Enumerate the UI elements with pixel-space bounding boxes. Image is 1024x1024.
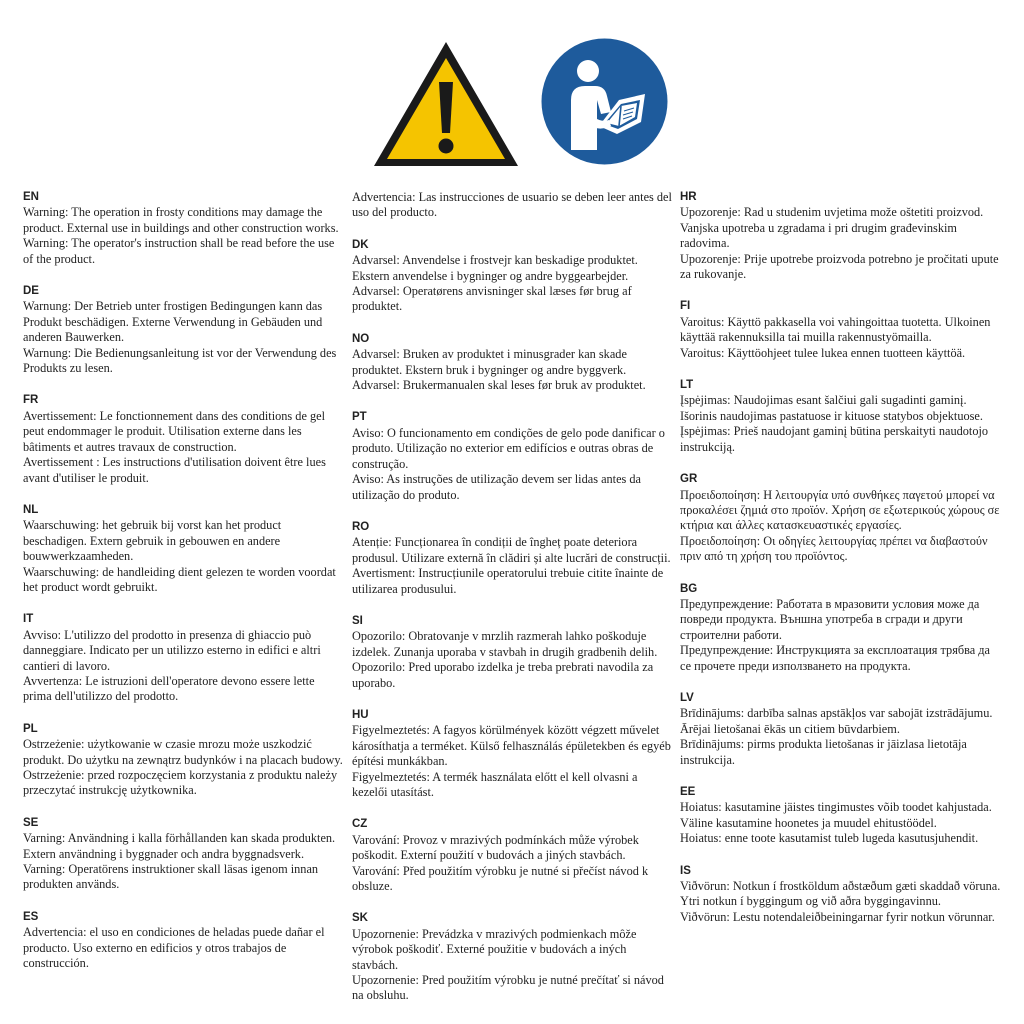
warning-text: Ostrzeżenie: przed rozpoczęciem korzystania z produktu należy przeczytać instrukcję użytkownika. (23, 768, 338, 798)
warning-text: Avertissement: Le fonctionnement dans des conditions de gel peut endommager le produit. Utilisation externe dans les bâtiments et autres travaux de construction. (23, 408, 325, 454)
language-code: BG (680, 582, 698, 595)
language-code: EE (680, 786, 696, 798)
language-block-bg (680, 582, 1002, 674)
warning-text: Warnung: Die Bedienungsanleitung ist vor der Verwendung des Produkts zu lesen. (23, 345, 337, 376)
warning-text: Advertencia: Las instrucciones de usuario se deben leer antes del uso del producto. (352, 190, 672, 220)
warning-text: Varoitus: Käyttöohjeet tulee lukea ennen tuotteen käyttöä. (680, 345, 966, 360)
warning-text: Προειδοποίηση: Οι οδηγίες λειτουργίας πρέπει να διαβαστούν πριν από τη χρήση του προϊόντος. (680, 533, 988, 564)
language-block-is (680, 864, 1002, 926)
warning-text: Figyelmeztetés: A fagyos körülmények között végzett művelet károsíthatja a terméket. Külső felhasználás épületekben és egyéb építési munkákban. (352, 723, 671, 769)
language-code: NL (23, 503, 39, 516)
warning-text: Viðvörun: Notkun í frostköldum aðstæðum gæti skaddað vöruna. Ytri notkun í byggingum og við aðra byggingavinnu. (680, 879, 1001, 909)
read-manual-icon (541, 38, 668, 165)
warning-text: Aviso: As instruções de utilização devem ser lidas antes da utilização do produto. (352, 472, 642, 502)
warning-text: Προειδοποίηση: Η λειτουργία υπό συνθήκες παγετού μπορεί να προκαλέσει ζημιά στο προϊόν. Χρήση σε εξωτερικούς χώρους σε κτήρια και άλλες κατασκευαστικές εργασίες. (680, 487, 1000, 533)
language-block-fr (23, 393, 345, 485)
warning-text: Upozornenie: Pred použitím výrobku je nutné prečítať si návod na obsluhu. (352, 973, 664, 1003)
warning-text: Avvertenza: Le istruzioni dell'operatore devono essere lette prima dell'utilizzo del prodotto. (23, 673, 315, 704)
warning-text: Warnung: Der Betrieb unter frostigen Bedingungen kann das Produkt beschädigen. Externe Verwendung in Gebäuden und anderen Bauwerken. (23, 299, 323, 345)
language-code: PL (23, 722, 38, 735)
warning-text: Varování: Před použitím výrobku je nutné si přečíst návod k obsluze. (352, 863, 649, 894)
language-block-sk (352, 911, 674, 1003)
warning-text: Figyelmeztetés: A termék használata előtt el kell olvasni a kezelői utasítást. (352, 769, 638, 799)
warning-text: Įspėjimas: Naudojimas esant šalčiui gali sugadinti gaminį. Išorinis naudojimas pastatuose ir kituose statybos objektuose. (680, 393, 983, 423)
language-block-gr (680, 472, 1002, 564)
language-block-continued (352, 190, 674, 221)
warning-text: Avviso: L'utilizzo del prodotto in presenza di ghiaccio può danneggiare. Indicato per un utilizzo esterno in edifici e altri cantieri di lavoro. (23, 627, 321, 673)
warning-triangle-icon (370, 38, 522, 170)
warning-text: Avertisment: Instrucțiunile operatorului trebuie citite înainte de utilizarea produsului. (352, 566, 664, 596)
language-code: HR (680, 191, 697, 203)
warning-text: Waarschuwing: de handleiding dient gelezen te worden voordat het product wordt gebruikt. (23, 564, 336, 594)
column-3 (680, 190, 1002, 942)
language-block-de (23, 284, 345, 376)
warning-text: Aviso: O funcionamento em condições de gelo pode danificar o produto. Utilização no exterior em edifícios e outras obras de construção. (352, 425, 665, 471)
column-1 (23, 190, 345, 988)
language-code: NO (352, 332, 370, 345)
column-2 (352, 190, 674, 1021)
warning-text: Brīdinājums: pirms produkta lietošanas ir jāizlasa lietotāja instrukcija. (680, 737, 967, 767)
warning-text: Warning: The operation in frosty conditions may damage the product. External use in buildings and other construction works. (23, 205, 339, 235)
language-block-hr (680, 190, 1002, 282)
language-code: SE (23, 816, 39, 829)
warning-text: Advarsel: Operatørens anvisninger skal læses før brug af produktet. (352, 284, 632, 314)
warning-text: Ostrzeżenie: użytkowanie w czasie mrozu może uszkodzić produkt. Do użytku na zewnątrz budynków i na placach budowy. (23, 737, 343, 767)
warning-text: Opozorilo: Pred uporabo izdelka je treba prebrati navodila za uporabo. (352, 660, 654, 690)
language-code: CZ (352, 818, 368, 831)
warning-text: Varování: Provoz v mrazivých podmínkách může výrobek poškodit. Externí použití v budovách a jiných stavbách. (352, 832, 639, 863)
warning-text: Warning: The operator's instruction shall be read before the use of the product. (23, 236, 335, 266)
warning-text: Hoiatus: kasutamine jäistes tingimustes võib toodet kahjustada. Väline kasutamine hoonetes ja muudel ehitustöödel. (680, 800, 992, 830)
warning-text: Waarschuwing: het gebruik bij vorst kan het product beschadigen. Extern gebruik in gebouwen en andere bouwwerkzaamheden. (23, 518, 282, 564)
warning-text: Предупреждение: Работата в мразовити условия може да повреди продукта. Външна употреба в сгради и други строителни работи. (680, 596, 980, 642)
language-block-dk (352, 238, 674, 315)
warning-text: Varning: Användning i kalla förhållanden kan skada produkten. Extern användning i byggnader och andra byggnadsverk. (23, 831, 336, 861)
language-block-nl (23, 503, 345, 595)
warning-text: Upozornenie: Prevádzka v mrazivých podmienkach môže výrobok poškodiť. Externé použitie v budovách a iných stavbách. (352, 926, 637, 972)
warning-text: Viðvörun: Lestu notendaleiðbeiningarnar fyrir notkun vörunnar. (680, 909, 995, 924)
language-code: SK (352, 912, 368, 925)
warning-text: Предупреждение: Инструкцията за експлоатация трябва да се прочете преди използването на продукта. (680, 643, 990, 673)
warning-text: Atenție: Funcționarea în condiții de îngheț poate deteriora produsul. Utilizare externă în clădiri și alte lucrări de construcții. (352, 535, 671, 565)
language-code: HU (352, 708, 369, 721)
warning-text: Advertencia: el uso en condiciones de heladas puede dañar el producto. Uso externo en edificios y otros trabajos de construcción. (23, 925, 325, 971)
language-code: DK (352, 238, 369, 251)
language-code: FR (23, 394, 39, 407)
language-code: LV (680, 691, 694, 704)
language-code: RO (352, 520, 370, 533)
language-block-ee (680, 785, 1002, 847)
warning-text: Hoiatus: enne toote kasutamist tuleb lugeda kasutusjuhendit. (680, 831, 979, 846)
warning-text: Advarsel: Anvendelse i frostvejr kan beskadige produktet. Ekstern anvendelse i bygninger og andre byggearbejder. (352, 253, 638, 283)
language-block-ro (352, 520, 674, 597)
safety-icons (370, 38, 670, 170)
warning-text: Advarsel: Brukermanualen skal leses før bruk av produktet. (352, 378, 646, 393)
language-block-lv (680, 691, 1002, 768)
language-block-it (23, 612, 345, 704)
warning-text: Opozorilo: Obratovanje v mrzlih razmerah lahko poškoduje izdelek. Zunanja uporaba v stavbah in drugih gradbenih delih. (352, 629, 658, 659)
warning-text: Upozorenje: Prije upotrebe proizvoda potrebno je pročitati upute za rukovanje. (680, 251, 999, 282)
language-block-pl (23, 722, 345, 799)
language-code: FI (680, 300, 691, 313)
language-block-en (23, 190, 345, 267)
warning-text: Brīdinājums: darbība salnas apstākļos var sabojāt izstrādājumu. Ārējai lietošanai ēkās un citiem būvdarbiem. (680, 706, 993, 736)
warning-text: Įspėjimas: Prieš naudojant gaminį būtina perskaityti naudotojo instrukciją. (680, 424, 989, 454)
language-code: IS (680, 864, 691, 877)
warning-text: Upozorenje: Rad u studenim uvjetima može oštetiti proizvod. Vanjska upotreba u zgradama i pri drugim građevinskim radovima. (680, 205, 984, 251)
language-code: IT (23, 613, 34, 626)
language-code: LT (680, 379, 694, 392)
language-block-es (23, 910, 345, 972)
language-code: GR (680, 473, 698, 486)
language-code: EN (23, 191, 39, 203)
language-block-pt (352, 410, 674, 502)
language-code: SI (352, 614, 363, 627)
language-block-si (352, 614, 674, 691)
language-block-lt (680, 378, 1002, 455)
warning-text: Avertissement : Les instructions d'utilisation doivent être lues avant d'utiliser le produit. (23, 455, 326, 485)
warning-text: Advarsel: Bruken av produktet i minusgrader kan skade produktet. Ekstern bruk i bygninger og andre byggverk. (352, 347, 627, 377)
language-code: PT (352, 411, 367, 424)
language-block-no (352, 332, 674, 394)
language-block-fi (680, 299, 1002, 361)
warning-text: Varning: Operatörens instruktioner skall läsas igenom innan produkten används. (23, 862, 319, 892)
language-code: ES (23, 910, 39, 923)
language-block-cz (352, 817, 674, 894)
language-block-hu (352, 708, 674, 800)
warning-text: Varoitus: Käyttö pakkasella voi vahingoittaa tuotetta. Ulkoinen käyttää rakennuksilla tai muilla rakennustyömailla. (680, 314, 991, 345)
language-code: DE (23, 285, 39, 298)
language-block-se (23, 816, 345, 893)
